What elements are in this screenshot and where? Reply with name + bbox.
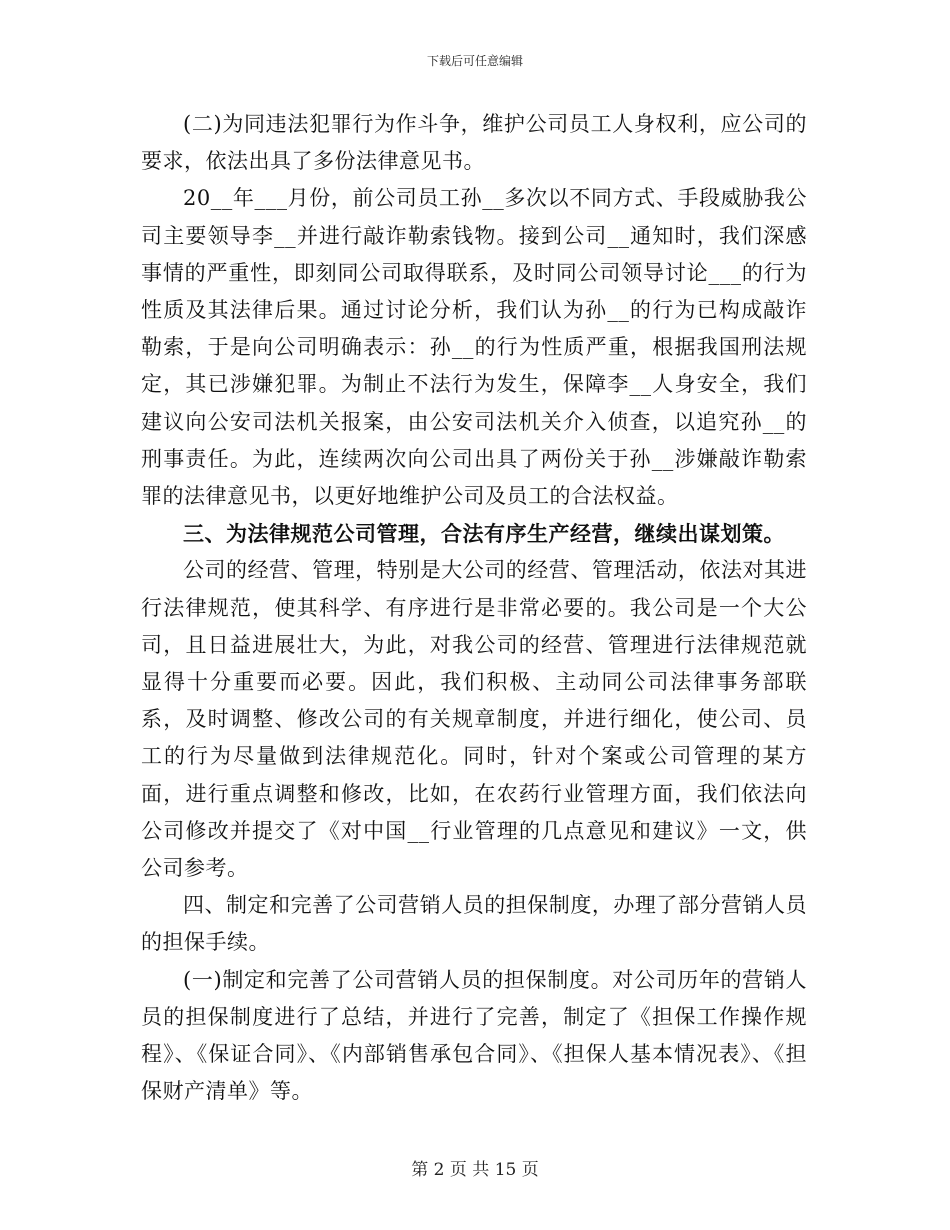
document-body xyxy=(141,106,807,1110)
section-heading-3: 三、为法律规范公司管理，合法有序生产经营，继续出谋划策。 xyxy=(183,521,785,547)
paragraph-guarantee-system: (一)制定和完善了公司营销人员的担保制度。对公司历年的营销人员的担保制度进行了总结，并进行了完善，制定了《担保工作操作规程》、《保证合同》、《内部销售承包合同》、《担保人基本情况表》、《担保财产清单》等。 xyxy=(141,967,807,1104)
paragraph-section-2-2: (二)为同违法犯罪行为作斗争，维护公司员工人身权利，应公司的要求，依法出具了多份法律意见书。 xyxy=(141,112,807,174)
section-heading-4: 四、制定和完善了公司营销人员的担保制度，办理了部分营销人员的担保手续。 xyxy=(141,893,807,955)
paragraph-extortion-case: 20__年___月份，前公司员工孙__多次以不同方式、手段威胁我公司主要领导李__并进行敲诈勒索钱物。接到公司__通知时，我们深感事情的严重性，即刻同公司取得联系，及时同公司领导讨论___的行为性质及其法律后果。通过讨论分析，我们认为孙__的行为已构成敲诈勒索，于是向公司明确表示：孙__的行为性质严重，根据我国刑法规定，其已涉嫌犯罪。为制止不法行为发生，保障李__人身安全，我们建议向公安司法机关报案，由公安司法机关介入侦查，以追究孙__的刑事责任。为此，连续两次向公司出具了两份关于孙__涉嫌敲诈勒索罪的法律意见书，以更好地维护公司及员工的合法权益。 xyxy=(141,186,807,509)
page-number: 第 2 页 共 15 页 xyxy=(411,1160,539,1180)
page-header: 下载后可任意编辑 xyxy=(426,54,523,68)
paragraph-management-norms: 公司的经营、管理，特别是大公司的经营、管理活动，依法对其进行法律规范，使其科学、有序进行是非常必要的。我公司是一个大公司，且日益进展壮大，为此，对我公司的经营、管理进行法律规范就显得十分重要而必要。因此，我们积极、主动同公司法律事务部联系，及时调整、修改公司的有关规章制度，并进行细化，使公司、员工的行为尽量做到法律规范化。同时，针对个案或公司管理的某方面，进行重点调整和修改，比如，在农药行业管理方面，我们依法向公司修改并提交了《对中国__行业管理的几点意见和建议》一文，供公司参考。 xyxy=(141,558,807,881)
